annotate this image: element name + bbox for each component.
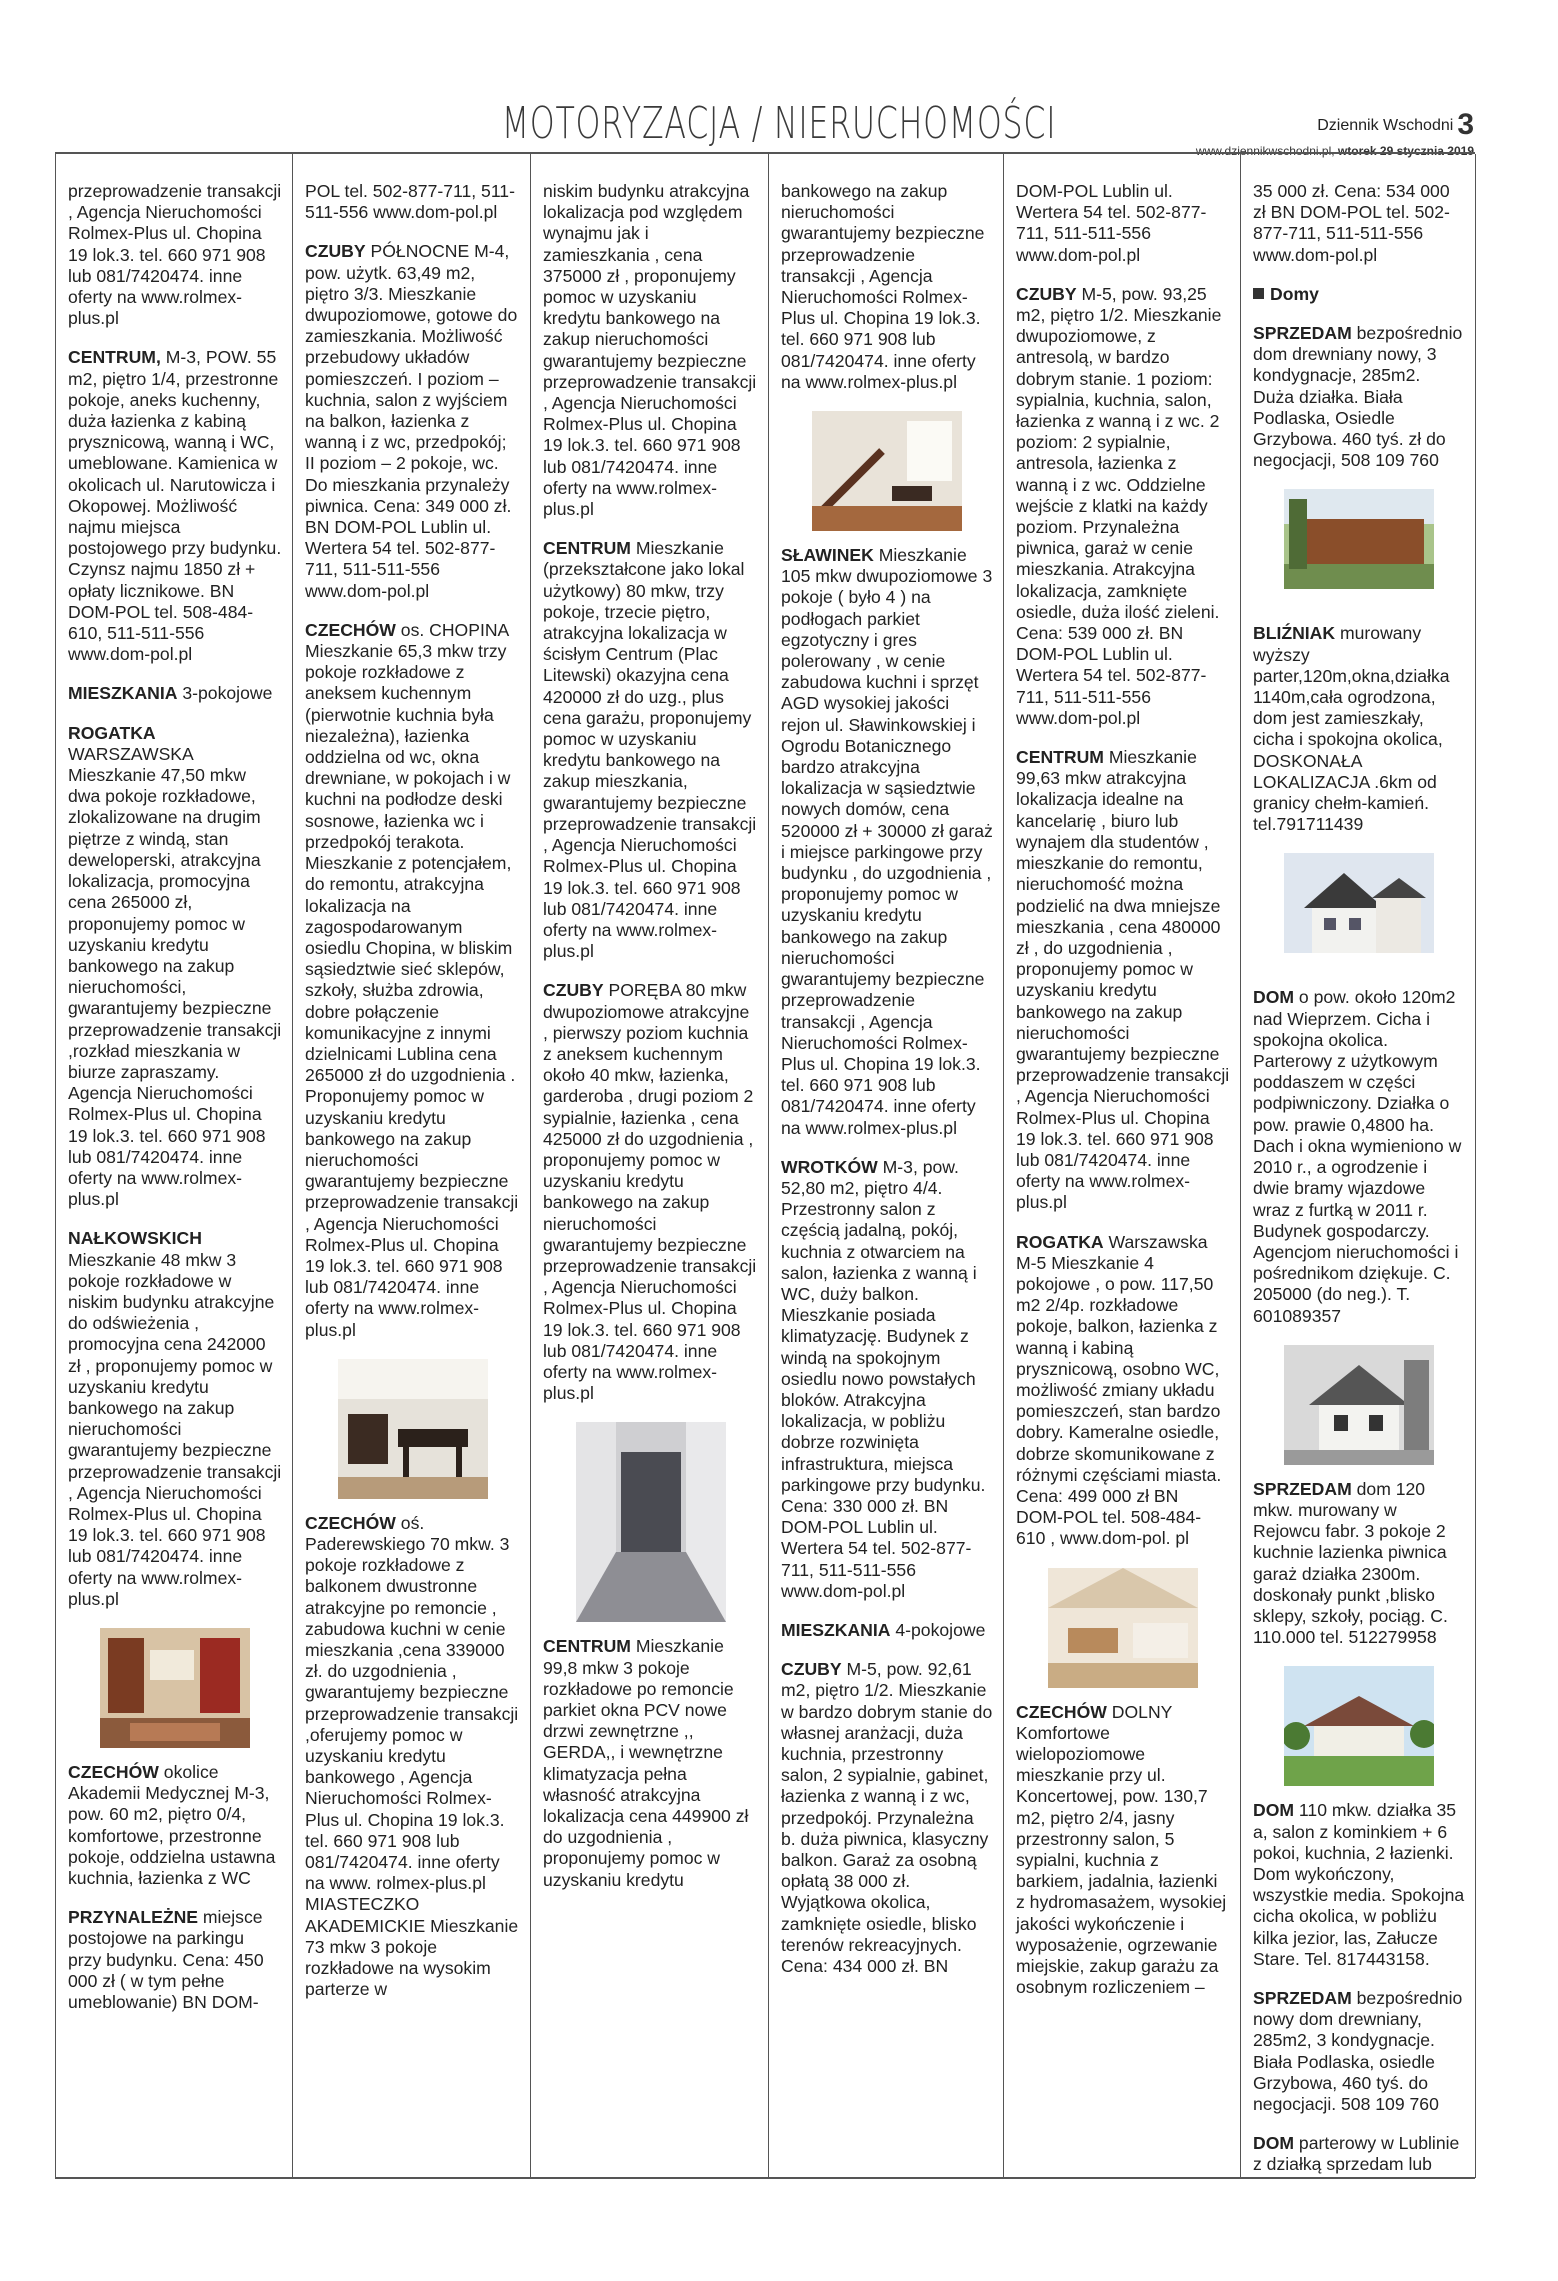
classified-ad [1253, 1988, 1465, 2115]
bottom-rule [55, 2177, 1475, 2179]
classified-ad [543, 980, 758, 1404]
ad-headline: DOM [1253, 1800, 1295, 1821]
ad-headline: CZUBY [1016, 283, 1077, 304]
ad-headline: CENTRUM [543, 538, 631, 559]
classified-ad [1253, 181, 1465, 266]
ad-headline: CZUBY [305, 241, 366, 262]
listing-photo [338, 1359, 488, 1499]
ad-headline: MIESZKANIA [781, 1619, 891, 1640]
ad-text: Mieszkanie 99,8 mkw 3 pokoje rozkładowe po remoncie parkiet okna PCV nowe drzwi zewnętrzne ,, GERDA,, i wewnętrzne klimatyzacja pełna własność atrakcyjna lokalizacja cena 449900 zł do uzgodnienia , proponujemy pomoc w uzyskaniu kredytu [543, 1636, 749, 1890]
ad-headline: DOM [1253, 2133, 1295, 2154]
ad-headline: CENTRUM [543, 1636, 631, 1657]
ad-text: bankowego na zakup nieruchomości gwarantujemy bezpieczne przeprowadzenie transakcji , Agencja Nieruchomości Rolmex-Plus ul. Chopina 19 lok.3. tel. 660 971 908 lub 081/7420474. inne oferty na www.rolmex-plus.pl [781, 181, 985, 392]
ad-text: o pow. około 120m2 nad Wieprzem. Cicha i spokojna okolica. Parterowy z użytkowym poddaszem w części podpiwniczony. Działka o pow. prawie 0,4800 ha. Dach i okna wymieniono w 2010 r., a ogrodzenie i dwie bramy wjazdowe wraz z furtką w 2011 r. Budynek gospodarczy. Agencjom nieruchomości i pośrednikom dziękuje. C. 205000 (do neg.). T. 601089357 [1253, 987, 1462, 1326]
category-heading [68, 683, 282, 704]
issue-date: wtorek 29 stycznia 2019 [1337, 144, 1474, 158]
classified-ad [1016, 181, 1230, 266]
column-divider [1475, 154, 1476, 2178]
classified-ad [1016, 284, 1230, 729]
classified-ad [781, 545, 993, 1139]
classified-ad [305, 241, 520, 601]
classified-ad [305, 620, 520, 1341]
ad-text: miejsce postojowe na parkingu przy budynku. Cena: 450 000 zł ( w tym pełne umeblowanie) BN DOM- [68, 1907, 264, 2013]
listing-photo [1284, 1666, 1434, 1786]
ad-headline: CENTRUM, [68, 347, 161, 368]
listing-photo [576, 1422, 726, 1622]
ad-headline: PRZYNALEŻNE [68, 1907, 199, 1928]
classified-ad [1253, 323, 1465, 471]
ad-text: 110 mkw. działka 35 a, salon z kominkiem + 6 pokoi, kuchnia, 2 łazienki. Dom wykończony, wszystkie media. Spokojna cicha okolica, w pobliżu kilka jezior, las, Załucze Stare. Tel. 817443158. [1253, 1800, 1465, 1969]
listing-photo [100, 1628, 250, 1748]
ad-headline: CENTRUM [1016, 747, 1104, 768]
ad-headline: CZUBY [543, 980, 604, 1001]
ad-text: DOLNY Komfortowe wielopoziomowe mieszkanie przy ul. Koncertowej, pow. 130,7 m2, piętro 2/4, jasny przestronny salon, 5 sypialni, kuchnia z barkiem, jadalnia, łazienki z hydromasażem, wysokiej jakości wykończenie i wyposażenie, ogrzewanie miejskie, zakup garażu za osobnym rozliczeniem – [1016, 1701, 1227, 1998]
masthead: Dziennik Wschodni 3 www.dziennikwschodni.pl, wtorek 29 stycznia 2019 [1195, 108, 1474, 158]
ad-headline: WROTKÓW [781, 1156, 878, 1177]
ad-text: dom 120 mkw. murowany w Rejowcu fabr. 3 pokoje 2 kuchnie lazienka piwnica garaż działka 2300m. doskonały punkt ,blisko sklepy, szkoły, pociąg. C. 110.000 tel. 512279958 [1253, 1478, 1448, 1648]
classified-ad [68, 1907, 282, 2013]
ad-text: M-5, pow. 93,25 m2, piętro 1/2. Mieszkanie dwupoziomowe, z antresolą, w bardzo dobrym stanie. 1 poziom: sypialnia, kuchnia, salon, łazienka z wanną i z wc. 2 poziom: 2 sypialnie, antresola, łazienka z wanną i z wc. Oddzielne wejście z klatki na każdy poziom. Przynależna piwnica, garaż w cenie mieszkania. Atrakcyjna lokalizacja, zamknięte osiedle, duża ilość zieleni. Cena: 539 000 zł. BN DOM-POL Lublin ul. Wertera 54 tel. 502-877-711, 511-511-556 www.dom-pol.pl [1016, 283, 1222, 728]
ad-text: Mieszkanie 48 mkw 3 pokoje rozkładowe w niskim budynku atrakcyjne do odświeżenia , promocyjna cena 242000 zł , proponujemy pomoc w uzyskaniu kredytu bankowego na zakup nieruchomości gwarantujemy bezpieczne przeprowadzenie transakcji , Agencja Nieruchomości Rolmex-Plus ul. Chopina 19 lok.3. tel. 660 971 908 lub 081/7420474. inne oferty na www.rolmex-plus.pl [68, 1249, 282, 1609]
category-heading [781, 1620, 993, 1641]
ad-column-2 [293, 157, 530, 2177]
category-heading [1253, 284, 1465, 305]
ad-text: M-3, pow. 52,80 m2, piętro 4/4. Przestronny salon z częścią jadalną, pokój, kuchnia z otwarciem na salon, łazienka z wanną i WC, duży balkon. Mieszkanie posiada klimatyzację. Budynek z windą na spokojnym osiedlu nowo powstałych bloków. Atrakcyjna lokalizacja, w pobliżu dobrze rozwinięta infrastruktura, miejsca parkingowe przy budynku. Cena: 330 000 zł. BN DOM-POL Lublin ul. Wertera 54 tel. 502-877-711, 511-511-556 www.dom-pol.pl [781, 1156, 986, 1601]
ad-headline: ROGATKA [68, 722, 156, 743]
classified-ad [68, 723, 282, 1211]
classified-ad [1253, 1800, 1465, 1970]
classified-ad [68, 181, 282, 329]
ad-text: przeprowadzenie transakcji , Agencja Nieruchomości Rolmex-Plus ul. Chopina 19 lok.3. tel. 660 971 908 lub 081/7420474. inne oferty na www.rolmex-plus.pl [68, 181, 282, 329]
ad-headline: SPRZEDAM [1253, 1987, 1352, 2008]
ad-headline: CZUBY [781, 1659, 842, 1680]
ad-headline: Domy [1270, 283, 1319, 304]
top-rule [55, 152, 1475, 154]
ad-text: Mieszkanie 99,63 mkw atrakcyjna lokalizacja idealne na kancelarię , biuro lub wynajem dla studentów , mieszkanie do remontu, nieruchomość można podzielić na dwa mniejsze mieszkania , cena 480000 zł , do uzgodnienia , proponujemy pomoc w uzyskaniu kredytu bankowego na zakup nieruchomości gwarantujemy bezpieczne przeprowadzenie transakcji , Agencja Nieruchomości Rolmex-Plus ul. Chopina 19 lok.3. tel. 660 971 908 lub 081/7420474. inne oferty na www.rolmex-plus.pl [1016, 747, 1230, 1213]
ad-text: niskim budynku atrakcyjna lokalizacja pod względem wynajmu jak i zamieszkania , cena 375000 zł , proponujemy pomoc w uzyskaniu kredytu bankowego na zakup nieruchomości gwarantujemy bezpieczne przeprowadzenie transakcji , Agencja Nieruchomości Rolmex-Plus ul. Chopina 19 lok.3. tel. 660 971 908 lub 081/7420474. inne oferty na www.rolmex-plus.pl [543, 181, 757, 520]
listing-photo [1284, 489, 1434, 609]
ad-text: 35 000 zł. Cena: 534 000 zł BN DOM-POL tel. 502-877-711, 511-511-556 www.dom-pol.pl [1253, 181, 1450, 265]
ad-text: DOM-POL Lublin ul. Wertera 54 tel. 502-877-711, 511-511-556 www.dom-pol.pl [1016, 181, 1207, 265]
section-title: MOTORYZACJA / NIERUCHOMOŚCI [501, 98, 1057, 149]
classified-ad [1253, 623, 1465, 835]
website-link[interactable]: www.dziennikwschodni.pl [1195, 144, 1332, 158]
classified-ad [68, 1228, 282, 1610]
ad-headline: CZECHÓW [305, 1512, 396, 1533]
ad-text: Warszawska M-5 Mieszkanie 4 pokojowe , o pow. 117,50 m2 2/4p. rozkładowe pokoje, balkon, łazienka z wanną i kabiną prysznicową, osobno WC, możliwość zmiany układu pomieszczeń, stan bardzo dobry. Kameralne osiedle, dobrze skomunikowane z różnymi częściami miasta. Cena: 499 000 zł BN DOM-POL tel. 508-484-610 , www.dom-pol. pl [1016, 1231, 1222, 1549]
classified-ad [1016, 1232, 1230, 1550]
ad-text: os. CHOPINA Mieszkanie 65,3 mkw trzy pokoje rozkładowe z aneksem kuchennym (pierwotnie kuchnia była niezależna), łazienka oddzielna od wc, okna drewniane, w pokojach i w kuchni na podłodze deski sosnowe, łazienka wc i przedpokój terakota. Mieszkanie z potencjałem, do remontu, atrakcyjna lokalizacja na zagospodarowanym osiedlu Chopina, w bliskim sąsiedztwie sieć sklepów, szkoły, służba zdrowia, dobre połączenie komunikacyjne z innymi dzielnicami Lublina cena 265000 zł do uzgodnienia . Proponujemy pomoc w uzyskaniu kredytu bankowego na zakup nieruchomości gwarantujemy bezpieczne przeprowadzenie transakcji , Agencja Nieruchomości Rolmex-Plus ul. Chopina 19 lok.3. tel. 660 971 908 lub 081/7420474. inne oferty na www.rolmex-plus.pl [305, 619, 519, 1340]
ad-headline: ROGATKA [1016, 1231, 1104, 1252]
brand-name: Dziennik Wschodni [1317, 117, 1454, 134]
ad-headline: CZECHÓW [1016, 1701, 1107, 1722]
ad-text: oś. Paderewskiego 70 mkw. 3 pokoje rozkładowe z balkonem dwustronne atrakcyjne po remoncie , zabudowa kuchni w cenie mieszkania ,cena 339000 zł. do uzgodnienia , gwarantujemy bezpieczne przeprowadzenie transakcji ,oferujemy pomoc w uzyskaniu kredytu bankowego , Agencja Nieruchomości Rolmex- Plus ul. Chopina 19 lok.3. tel. 660 971 908 lub 081/7420474. inne oferty na www. rolmex-plus.pl MIASTECZKO AKADEMICKIE Mieszkanie 73 mkw 3 pokoje rozkładowe na wysokim parterze w [305, 1512, 519, 2000]
ad-text: M-5, pow. 92,61 m2, piętro 1/2. Mieszkanie w bardzo dobrym stanie do własnej aranżacji, duża kuchnia, przestronny salon, 2 sypialnie, gabinet, łazienka z wanną i z wc, przedpokój. Przynależna b. duża piwnica, klasyczny balkon. Garaż za osobną opłatą 38 000 zł. Wyjątkowa okolica, zamknięte osiedle, blisko terenów rekreacyjnych. Cena: 434 000 zł. BN [781, 1659, 993, 1977]
classified-ad [781, 1659, 993, 1977]
ad-text: POL tel. 502-877-711, 511-511-556 www.dom-pol.pl [305, 181, 515, 223]
ad-text: bezpośrednio nowy dom drewniany, 285m2, 3 kondygnacje. Biała Podlaska, osiedle Grzybowa, 460 tyś. do negocjacji. 508 109 760 [1253, 1987, 1463, 2114]
ad-text: bezpośrednio dom drewniany nowy, 3 kondygnacje, 285m2. Duża działka. Biała Podlaska, Osiedle Grzybowa. 460 tyś. zł do negocjacji, 508 109 760 [1253, 323, 1463, 471]
ad-text: 4-pokojowe [890, 1619, 986, 1640]
page-number: 3 [1457, 108, 1474, 141]
ad-headline: DOM [1253, 987, 1295, 1008]
classified-ad [1253, 1479, 1465, 1649]
ad-text: murowany wyższy parter,120m,okna,działka 1140m,cała ogrodzona, dom jest zamieszkały, cicha i spokojna okolica, DOSKONAŁA LOKALIZACJA .6km od granicy chełm-kamień. tel.791711439 [1253, 623, 1450, 835]
listing-photo [1284, 1345, 1434, 1465]
ad-headline: CZECHÓW [305, 619, 396, 640]
ad-text: WARSZAWSKA Mieszkanie 47,50 mkw dwa pokoje rozkładowe, zlokalizowane na drugim piętrze z windą, stan deweloperski, atrakcyjna lokalizacja, promocyjna cena 265000 zł, proponujemy pomoc w uzyskaniu kredytu bankowego na zakup nieruchomości, gwarantujemy bezpieczne przeprowadzenie transakcji ,rozkład mieszkania w biurze zapraszamy. Agencja Nieruchomości Rolmex-Plus ul. Chopina 19 lok.3. tel. 660 971 908 lub 081/7420474. inne oferty na www.rolmex-plus.pl [68, 743, 282, 1210]
listing-photo [1048, 1568, 1198, 1688]
ad-headline: SPRZEDAM [1253, 1478, 1352, 1499]
category-square-icon [1253, 288, 1264, 299]
ad-text: parterowy w Lublinie z działką sprzedam lub [1253, 2133, 1460, 2175]
classified-ad [1253, 2133, 1465, 2175]
ad-headline: BLIŹNIAK [1253, 623, 1336, 644]
ad-headline: SPRZEDAM [1253, 323, 1352, 344]
ad-column-5 [1004, 157, 1240, 2177]
ad-column-1 [56, 157, 292, 2177]
classified-ad [305, 181, 520, 223]
classified-ad [68, 347, 282, 665]
ad-headline: CZECHÓW [68, 1762, 159, 1782]
ad-text: M-3, POW. 55 m2, piętro 1/4, przestronne pokoje, aneks kuchenny, duża łazienka z kabiną prysznicową, wanną i WC, umeblowane. Kamienica w okolicach ul. Narutowicza i Okopowej. Możliwość najmu miejsca postojowego przy budynku. Czynsz najmu 1850 zł + opłaty licznikowe. BN DOM-POL tel. 508-484-610, 511-511-556 www.dom-pol.pl [68, 347, 282, 665]
classified-ad [305, 1513, 520, 2001]
ad-text: 3-pokojowe [177, 683, 273, 704]
classified-ad [543, 1636, 758, 1890]
listing-photo [812, 411, 962, 531]
ad-text: okolice Akademii Medycznej M-3, pow. 60 m2, piętro 0/4, komfortowe, przestronne pokoje, oddzielna ustawna kuchnia, łazienka z WC [68, 1762, 276, 1889]
ad-text: PORĘBA 80 mkw dwupoziomowe atrakcyjne , pierwszy poziom kuchnia z aneksem kuchennym około 40 mkw, łazienka, garderoba , drugi poziom 2 sypialnie, łazienka , cena 425000 zł do uzgodnienia , proponujemy pomoc w uzyskaniu kredytu bankowego na zakup nieruchomości gwarantujemy bezpieczne przeprowadzenie transakcji , Agencja Nieruchomości Rolmex-Plus ul. Chopina 19 lok.3. tel. 660 971 908 lub 081/7420474. inne oferty na www.rolmex-plus.pl [543, 980, 757, 1404]
classified-ad [781, 181, 993, 393]
ad-column-3 [531, 157, 768, 2177]
classified-ad [1016, 747, 1230, 1213]
classified-ad [781, 1157, 993, 1602]
classified-ad [543, 538, 758, 962]
ad-column-6 [1241, 157, 1475, 2177]
classified-ad [68, 1762, 282, 1889]
ad-text: PÓŁNOCNE M-4, pow. użytk. 63,49 m2, piętro 3/3. Mieszkanie dwupoziomowe, gotowe do zamieszkania. Możliwość przebudowy układów pomieszczeń. I poziom – kuchnia, salon z wyjściem na balkon, łazienka z wanną i z wc, przedpokój; II poziom – 2 pokoje, wc. Do mieszkania przynależy piwnica. Cena: 349 000 zł. BN DOM-POL Lublin ul. Wertera 54 tel. 502-877-711, 511-511-556 www.dom-pol.pl [305, 241, 518, 601]
ad-headline: SŁAWINEK [781, 545, 874, 566]
listing-photo [1284, 853, 1434, 973]
ad-column-4 [769, 157, 1003, 2177]
classified-ad [1253, 987, 1465, 1326]
ad-text: Mieszkanie 105 mkw dwupoziomowe 3 pokoje ( było 4 ) na podłogach parkiet egzotyczny i gres polerowany , w cenie zabudowa kuchni i sprzęt AGD wysokiej jakości rejon ul. Sławinkowskiej i Ogrodu Botanicznego bardzo atrakcyjna lokalizacja w sąsiedztwie nowych domów, cena 520000 zł + 30000 zł garaż i miejsce parkingowe przy budynku , do uzgodnienia , proponujemy pomoc w uzyskaniu kredytu bankowego na zakup nieruchomości gwarantujemy bezpieczne przeprowadzenie transakcji , Agencja Nieruchomości Rolmex-Plus ul. Chopina 19 lok.3. tel. 660 971 908 lub 081/7420474. inne oferty na www.rolmex-plus.pl [781, 545, 993, 1138]
ad-text: Mieszkanie (przekształcone jako lokal użytkowy) 80 mkw, trzy pokoje, trzecie piętro, atrakcyjna lokalizacja w ścisłym Centrum (Plac Litewski) okazyjna cena 420000 zł do uzg., plus cena garażu, proponujemy pomoc w uzyskaniu kredytu bankowego na zakup mieszkania, gwarantujemy bezpieczne przeprowadzenie transakcji , Agencja Nieruchomości Rolmex-Plus ul. Chopina 19 lok.3. tel. 660 971 908 lub 081/7420474. inne oferty na www.rolmex-plus.pl [543, 538, 757, 962]
classified-ad [1016, 1702, 1230, 1999]
ad-headline: NAŁKOWSKICH [68, 1228, 202, 1249]
classified-ad [543, 181, 758, 520]
ad-headline: MIESZKANIA [68, 683, 178, 704]
